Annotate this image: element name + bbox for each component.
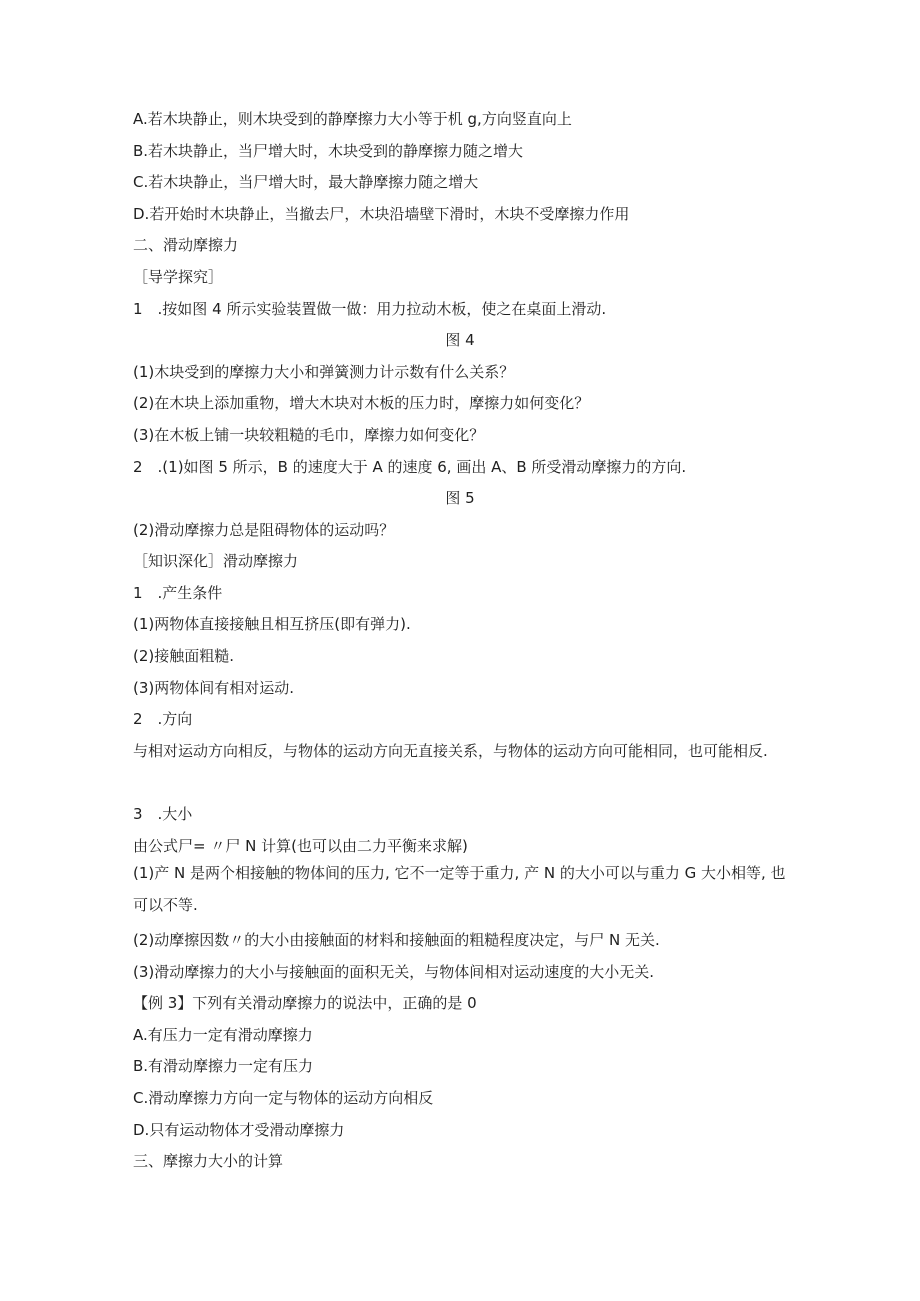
direction-heading: 2 .方向: [133, 710, 193, 728]
magnitude-formula: 由公式尸= 〃尸 N 计算(也可以由二力平衡来求解): [133, 837, 468, 855]
example-3-option-b: B.有滑动摩擦力一定有压力: [133, 1057, 314, 1075]
condition-3: (3)两物体间有相对运动.: [133, 679, 295, 697]
question-1-2: (2)在木块上添加重物，增大木块对木板的压力时，摩擦力如何变化？: [133, 394, 590, 412]
section-heading-friction-calculation: 三、摩擦力大小的计算: [133, 1152, 284, 1170]
inquiry-item-1: 1 .按如图 4 所示实验装置做一做：用力拉动木板，使之在桌面上滑动.: [133, 300, 607, 318]
conditions-heading: 1 .产生条件: [133, 584, 223, 602]
magnitude-note-2: (2)动摩擦因数〃的大小由接触面的材料和接触面的粗糙程度决定，与尸 N 无关.: [133, 931, 660, 949]
option-d-static: D.若开始时木块静止，当撤去尸，木块沿墙壁下滑时，木块不受摩擦力作用: [133, 205, 630, 223]
example-3-option-a: A.有压力一定有滑动摩擦力: [133, 1026, 313, 1044]
knowledge-deepening-heading: ［知识深化］滑动摩擦力: [133, 552, 299, 570]
example-3-question: 【例 3】下列有关滑动摩擦力的说法中，正确的是 0: [133, 994, 477, 1012]
option-a-static: A.若木块静止，则木块受到的静摩擦力大小等于机 g,方向竖直向上: [133, 110, 572, 128]
condition-1: (1)两物体直接接触且相互挤压(即有弹力).: [133, 615, 411, 633]
direction-text: 与相对运动方向相反，与物体的运动方向无直接关系，与物体的运动方向可能相同，也可能相反.: [133, 742, 768, 760]
section-heading-sliding-friction: 二、滑动摩擦力: [133, 236, 239, 254]
option-c-static: C.若木块静止，当尸增大时，最大静摩擦力随之增大: [133, 173, 479, 191]
inquiry-item-2: 2 .(1)如图 5 所示，B 的速度大于 A 的速度 6, 画出 A、B 所受滑动摩擦力的方向.: [133, 458, 687, 476]
question-1-1: (1)木块受到的摩擦力大小和弹簧测力计示数有什么关系？: [133, 363, 515, 381]
example-3-option-d: D.只有运动物体才受滑动摩擦力: [133, 1121, 345, 1139]
condition-2: (2)接触面粗糙.: [133, 647, 235, 665]
magnitude-note-1: (1)产 N 是两个相接触的物体间的压力, 它不一定等于重力, 产 N 的大小可以与重力 G 大小相等, 也可以不等.: [133, 864, 786, 914]
magnitude-note-3: (3)滑动摩擦力的大小与接触面的面积无关，与物体间相对运动速度的大小无关.: [133, 963, 655, 981]
figure-4-caption: 图 4: [445, 331, 475, 349]
example-3-option-c: C.滑动摩擦力方向一定与物体的运动方向相反: [133, 1089, 434, 1107]
guided-inquiry-heading: ［导学探究］: [133, 268, 224, 286]
question-1-3: (3)在木板上铺一块较粗糙的毛巾，摩擦力如何变化？: [133, 426, 485, 444]
figure-5-caption: 图 5: [445, 489, 475, 507]
question-2-2: (2)滑动摩擦力总是阻碍物体的运动吗？: [133, 521, 395, 539]
option-b-static: B.若木块静止，当尸增大时，木块受到的静摩擦力随之增大: [133, 142, 524, 160]
magnitude-heading: 3 .大小: [133, 805, 193, 823]
